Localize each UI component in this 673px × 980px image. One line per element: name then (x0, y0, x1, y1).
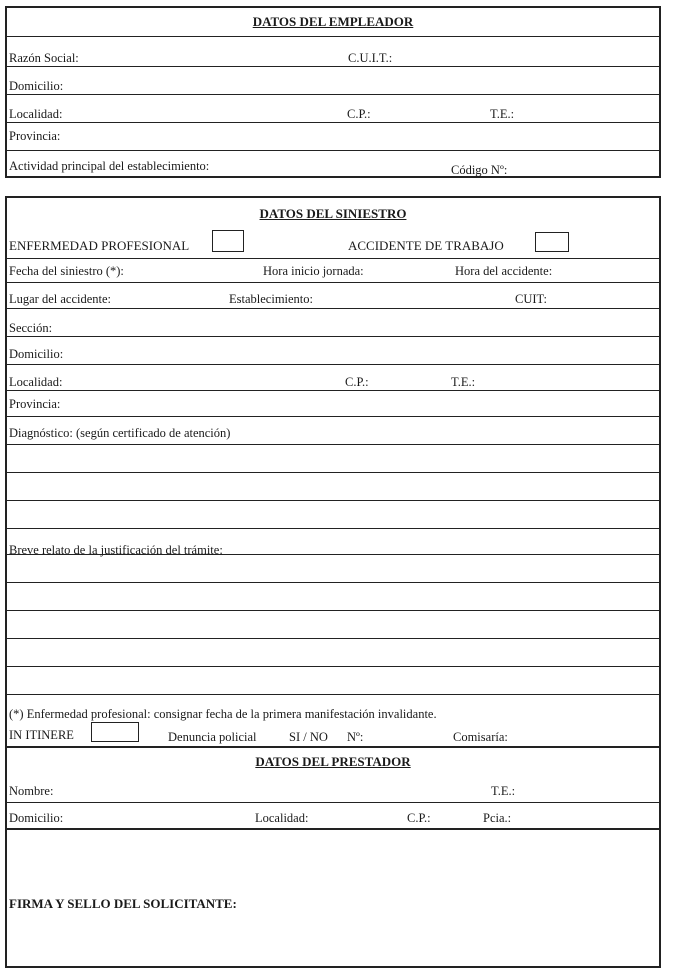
codigo-label: Código Nº: (451, 163, 508, 177)
diagnostico-line-1[interactable] (7, 444, 659, 472)
seccion-label: Sección: (9, 321, 53, 335)
employer-section (5, 6, 661, 178)
relato-line-3[interactable] (7, 610, 659, 638)
relato-line-2[interactable] (7, 582, 659, 610)
localidad-label: Localidad: (255, 811, 309, 825)
fecha-label: Fecha del siniestro (*): (9, 264, 124, 278)
employer-title: DATOS DEL EMPLEADOR (252, 14, 414, 29)
domicilio-label: Domicilio: (9, 79, 64, 93)
hora-accidente-label: Hora del accidente: (455, 264, 553, 278)
accidente-checkbox[interactable] (535, 232, 569, 252)
hora-inicio-label: Hora inicio jornada: (263, 264, 364, 278)
comisaria-label: Comisaría: (453, 730, 508, 744)
employer-row-provincia[interactable] (7, 122, 659, 150)
numero-label: Nº: (347, 730, 364, 744)
cuit-label: CUIT: (515, 292, 548, 306)
row-domicilio[interactable] (7, 336, 659, 364)
diagnostico-label: Diagnóstico: (según certificado de atención) (9, 426, 231, 440)
row-prestador-domicilio[interactable] (7, 802, 659, 830)
te-label: T.E.: (451, 375, 476, 389)
lugar-label: Lugar del accidente: (9, 292, 112, 306)
row-seccion[interactable] (7, 308, 659, 336)
relato-line-5[interactable] (7, 666, 659, 694)
row-diagnostico[interactable] (7, 416, 659, 444)
employer-row-domicilio[interactable] (7, 66, 659, 94)
row-fecha[interactable] (7, 258, 659, 284)
row-breve-relato (7, 528, 659, 557)
in-itinere-label: IN ITINERE (9, 728, 74, 742)
firma-label: FIRMA Y SELLO DEL SOLICITANTE: (9, 896, 237, 911)
domicilio-label: Domicilio: (9, 347, 64, 361)
cp-label: C.P.: (407, 811, 431, 825)
nota-text: (*) Enfermedad profesional: consignar fecha de la primera manifestación invalidante. (9, 707, 437, 721)
provincia-label: Provincia: (9, 129, 61, 143)
row-itinere (7, 720, 659, 748)
row-nombre[interactable] (7, 774, 659, 802)
denuncia-label: Denuncia policial (168, 730, 257, 744)
te-label: T.E.: (491, 784, 516, 798)
enfermedad-label: ENFERMEDAD PROFESIONAL (9, 238, 190, 253)
row-nota (7, 694, 659, 720)
enfermedad-checkbox[interactable] (212, 230, 244, 252)
row-provincia[interactable] (7, 390, 659, 416)
relato-line-1[interactable] (7, 554, 659, 582)
breve-relato-label: Breve relato de la justificación del trámite: (9, 543, 223, 557)
in-itinere-checkbox[interactable] (91, 722, 139, 742)
nombre-label: Nombre: (9, 784, 54, 798)
siniestro-title: DATOS DEL SINIESTRO (259, 206, 407, 221)
te-label: T.E.: (490, 107, 515, 121)
row-firma[interactable] (7, 828, 659, 966)
diagnostico-line-3[interactable] (7, 500, 659, 528)
cuit-label: C.U.I.T.: (348, 51, 393, 65)
cp-label: C.P.: (345, 375, 369, 389)
accidente-label: ACCIDENTE DE TRABAJO (348, 238, 504, 253)
employer-row-localidad[interactable] (7, 94, 659, 122)
provincia-label: Provincia: (9, 397, 61, 411)
diagnostico-line-2[interactable] (7, 472, 659, 500)
row-localidad[interactable] (7, 364, 659, 390)
establecimiento-label: Establecimiento: (229, 292, 314, 306)
prestador-title: DATOS DEL PRESTADOR (255, 754, 411, 769)
domicilio-label: Domicilio: (9, 811, 64, 825)
actividad-label: Actividad principal del establecimiento: (9, 159, 210, 173)
localidad-label: Localidad: (9, 375, 63, 389)
razon-social-label: Razón Social: (9, 51, 79, 65)
employer-row-actividad[interactable] (7, 150, 659, 178)
row-lugar[interactable] (7, 282, 659, 308)
employer-row-razon[interactable] (7, 36, 659, 66)
localidad-label: Localidad: (9, 107, 63, 121)
si-no-label: SI / NO (289, 730, 328, 744)
relato-line-4[interactable] (7, 638, 659, 666)
pcia-label: Pcia.: (483, 811, 512, 825)
siniestro-section (5, 196, 661, 968)
cp-label: C.P.: (347, 107, 371, 121)
prestador-header-row (7, 746, 659, 772)
